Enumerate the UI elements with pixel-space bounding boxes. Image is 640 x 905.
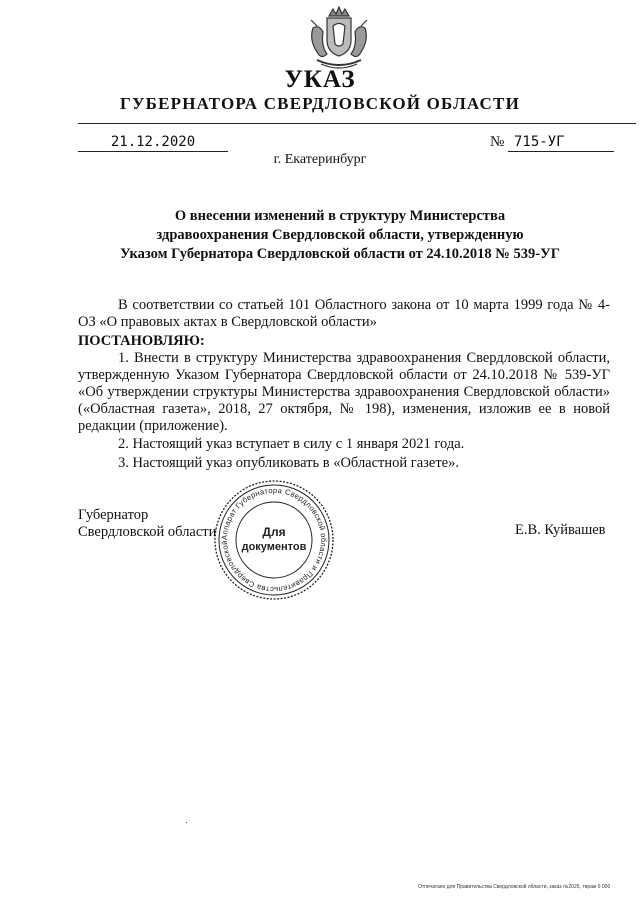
item-1-text: 1. Внести в структуру Министерства здравоохранения Свердловской области, утвержденную Указом Губернатора Свердловской области от 24.10.2018 № 539-УГ «Об утверждении структуры Министерства здравоохранения Свердловской области» («Областная газета», 2018, 27 октября, № 198), изменения, изложив ее в новой редакции (приложение). <box>78 350 610 434</box>
heading-line: О внесении изменений в структуру Министерства <box>174 208 506 224</box>
decree-date: 21.12.2020 <box>78 134 228 152</box>
issue-city: г. Екатеринбург <box>273 152 367 167</box>
intro-text: В соответствии со статьей 101 Областного закона от 10 марта 1999 года № 4-ОЗ «О правовых актах в Свердловской области» <box>78 297 610 330</box>
item-2-text: 2. Настоящий указ вступает в силу с 1 января 2021 года. <box>118 436 465 452</box>
heading-line: Указом Губернатора Свердловской области от 24.10.2018 № 539-УГ <box>120 246 560 262</box>
print-footer: Отпечатано для Правительства Свердловской области, заказ №2026, тираж 6 000 <box>418 884 611 890</box>
stamp-ring-text: Аппарат Губернатора Свердловской области и Правительства Свердловской <box>219 485 329 595</box>
position-line: Свердловской области <box>78 524 217 540</box>
heading-line: здравоохранения Свердловской области, утвержденную <box>156 227 524 243</box>
item-1 <box>78 350 610 435</box>
item-3 <box>78 455 610 472</box>
intro-paragraph <box>78 297 610 331</box>
header-divider <box>78 123 636 124</box>
decree-heading <box>100 207 580 264</box>
official-stamp <box>212 478 336 602</box>
item-2 <box>78 436 610 453</box>
speck <box>186 822 187 823</box>
issuer-subtitle: ГУБЕРНАТОРА СВЕРДЛОВСКОЙ ОБЛАСТИ <box>119 94 521 113</box>
number-sign: № <box>490 134 505 150</box>
stamp-center-line: Для <box>262 525 286 539</box>
position-line: Губернатор <box>78 507 149 523</box>
signatory-name: Е.В. Куйвашев <box>515 522 606 538</box>
stamp-center-line: документов <box>241 541 307 553</box>
decree-number: 715-УГ <box>508 134 614 152</box>
decree-word: ПОСТАНОВЛЯЮ: <box>78 333 205 349</box>
coat-of-arms-icon <box>303 6 375 72</box>
item-3-text: 3. Настоящий указ опубликовать в «Областной газете». <box>118 455 459 471</box>
document-type-title: УКАЗ <box>284 66 356 93</box>
signatory-position <box>78 507 216 541</box>
